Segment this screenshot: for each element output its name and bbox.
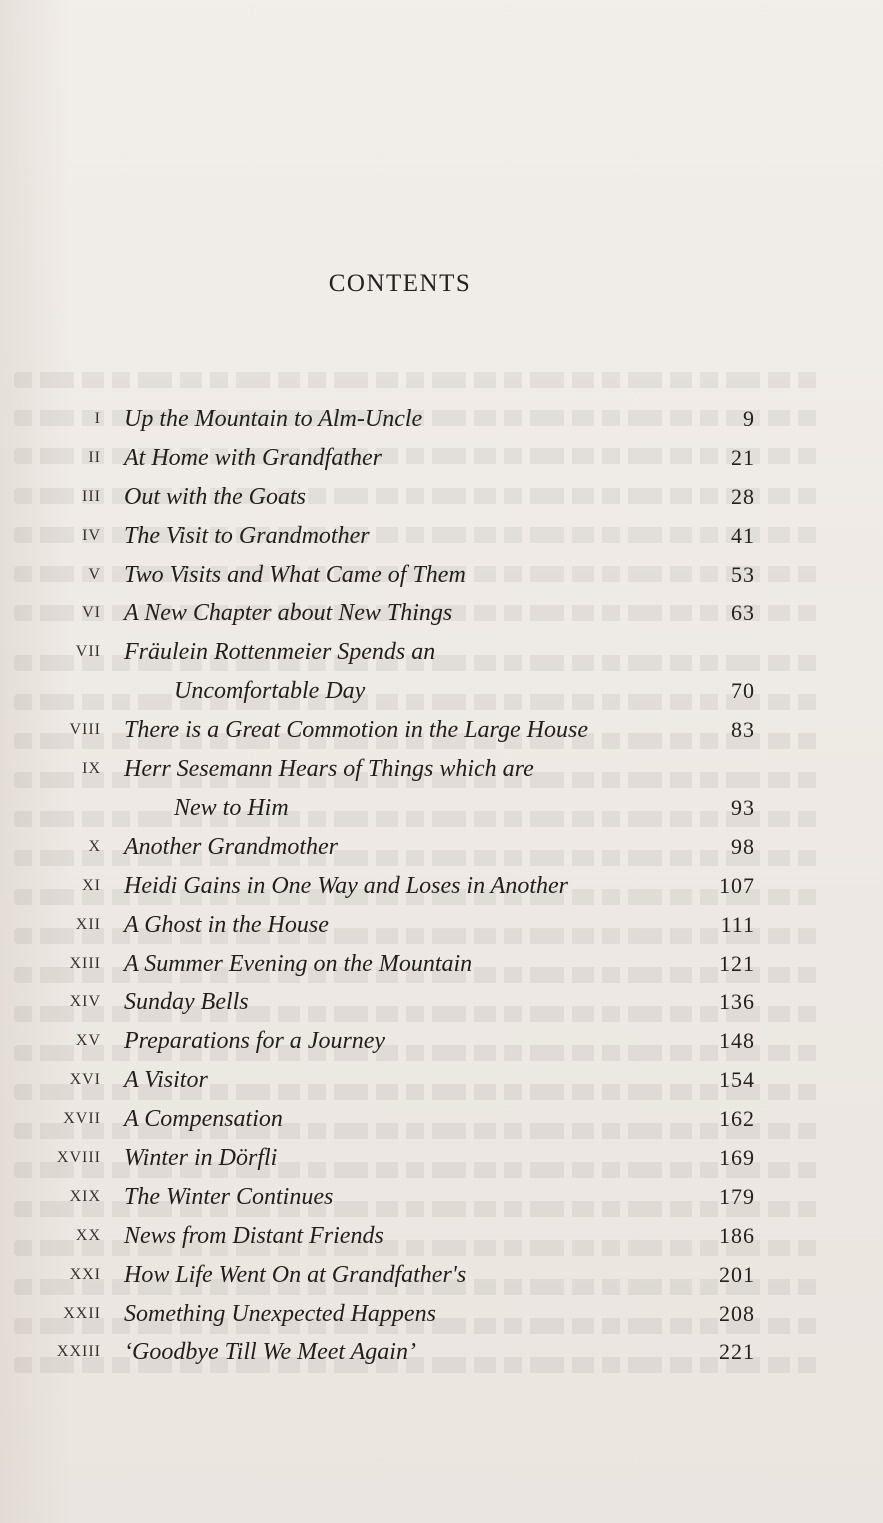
chapter-page-number: 111	[720, 911, 755, 937]
chapter-numeral: XIII	[69, 954, 101, 972]
chapter-title-line: Another Grandmother	[124, 833, 338, 860]
toc-entry	[0, 478, 883, 517]
chapter-numeral: XVIII	[56, 1148, 101, 1166]
chapter-title	[124, 556, 466, 595]
chapter-page-number: 169	[719, 1144, 755, 1170]
chapter-title-line: A Summer Evening on the Mountain	[124, 950, 473, 977]
chapter-title-line: A Ghost in the House	[124, 911, 329, 938]
chapter-page-number: 208	[719, 1300, 755, 1326]
toc-entry	[0, 556, 883, 595]
chapter-title-line: A Compensation	[124, 1106, 283, 1133]
chapter-title	[124, 1022, 385, 1061]
toc-entry	[0, 1022, 883, 1061]
chapter-title	[124, 1100, 283, 1139]
chapter-numeral: II	[88, 448, 101, 466]
chapter-numeral: VIII	[69, 721, 101, 739]
chapter-title	[124, 945, 472, 984]
chapter-numeral: X	[88, 837, 101, 855]
chapter-page-number: 221	[719, 1339, 755, 1365]
chapter-title-line: ‘Goodbye Till We Meet Again’	[124, 1339, 416, 1366]
chapter-title-line: The Winter Continues	[124, 1183, 334, 1210]
chapter-title-line: A Visitor	[124, 1067, 208, 1094]
chapter-title-line: How Life Went On at Grandfather's	[124, 1261, 467, 1288]
chapter-title	[124, 867, 568, 906]
toc-entry	[0, 1333, 883, 1372]
chapter-numeral: XXIII	[56, 1343, 101, 1361]
toc-entry	[0, 633, 883, 711]
chapter-numeral: XX	[75, 1226, 101, 1244]
chapter-page-number: 162	[719, 1106, 755, 1132]
chapter-title-line: At Home with Grandfather	[124, 444, 382, 471]
chapter-title	[124, 517, 370, 556]
chapter-page-number: 186	[719, 1222, 755, 1248]
chapter-page-number: 9	[743, 406, 755, 431]
chapter-title-line: Two Visits and What Came of Them	[124, 561, 466, 588]
toc-entry	[0, 1061, 883, 1100]
toc-entry	[0, 400, 883, 439]
chapter-page-number: 148	[719, 1028, 755, 1054]
toc-entry	[0, 750, 883, 828]
chapter-title	[124, 1139, 277, 1178]
chapter-title	[124, 478, 306, 517]
chapter-title	[124, 1061, 208, 1100]
chapter-numeral: XVII	[63, 1110, 101, 1128]
chapter-title	[124, 750, 534, 828]
chapter-title-line: Preparations for a Journey	[124, 1028, 386, 1055]
chapter-title	[124, 983, 249, 1022]
chapter-numeral: VII	[75, 643, 101, 661]
chapter-title	[124, 828, 338, 867]
chapter-page-number: 63	[731, 600, 755, 626]
chapter-page-number: 28	[731, 483, 755, 509]
chapter-title-line: Heidi Gains in One Way and Loses in Another	[124, 872, 568, 899]
chapter-title-line: Up the Mountain to Alm-Uncle	[124, 406, 423, 432]
chapter-title-continuation: Uncomfortable Day	[174, 678, 366, 705]
chapter-title	[124, 400, 422, 439]
chapter-title	[124, 594, 452, 633]
chapter-title	[124, 1178, 333, 1217]
chapter-numeral: XXI	[69, 1265, 101, 1283]
toc-entry	[0, 828, 883, 867]
chapter-page-number: 93	[731, 794, 755, 820]
toc-entry	[0, 1139, 883, 1178]
chapter-numeral: I	[94, 410, 101, 427]
chapter-numeral: V	[88, 565, 101, 583]
chapter-numeral: IX	[82, 760, 101, 778]
chapter-numeral: XVI	[69, 1071, 101, 1089]
chapter-title	[124, 1256, 466, 1295]
chapter-page-number: 21	[731, 444, 755, 470]
toc-entry	[0, 983, 883, 1022]
chapter-title	[124, 711, 588, 750]
chapter-title	[124, 1333, 416, 1372]
chapter-page-number: 136	[719, 989, 755, 1015]
chapter-title-line: Winter in Dörfli	[124, 1144, 278, 1171]
toc-entry	[0, 439, 883, 478]
toc-entry	[0, 517, 883, 556]
chapter-page-number: 107	[719, 872, 755, 898]
toc-entry	[0, 1100, 883, 1139]
toc-entry	[0, 945, 883, 984]
chapter-numeral: XII	[75, 915, 101, 933]
toc-entry	[0, 1178, 883, 1217]
chapter-title-line: Herr Sesemann Hears of Things which are	[124, 756, 534, 783]
chapter-title-line: Out with the Goats	[124, 483, 307, 510]
chapter-title-line: News from Distant Friends	[124, 1222, 384, 1249]
chapter-page-number: 53	[731, 561, 755, 587]
toc-entry	[0, 594, 883, 633]
chapter-title	[124, 906, 329, 945]
chapter-numeral: III	[82, 487, 101, 505]
toc-entry	[0, 1256, 883, 1295]
chapter-title-line: The Visit to Grandmother	[124, 522, 370, 549]
chapter-numeral: XXII	[63, 1304, 101, 1322]
toc-entry	[0, 1295, 883, 1334]
chapter-title-line: There is a Great Commotion in the Large House	[124, 717, 588, 744]
chapter-numeral: XIV	[69, 993, 101, 1011]
chapter-page-number: 154	[719, 1067, 755, 1093]
chapter-numeral: XIX	[69, 1187, 101, 1205]
chapter-numeral: XI	[82, 876, 101, 894]
chapter-title	[124, 1217, 384, 1256]
chapter-page-number: 70	[731, 678, 755, 704]
chapter-title-line: A New Chapter about New Things	[124, 600, 453, 627]
chapter-page-number: 83	[731, 717, 755, 743]
chapter-page-number: 121	[719, 950, 755, 976]
toc-entry	[0, 867, 883, 906]
toc-entry	[0, 711, 883, 750]
chapter-page-number: 179	[719, 1183, 755, 1209]
toc-entry	[0, 906, 883, 945]
chapter-numeral: XV	[75, 1032, 101, 1050]
chapter-title-line: Something Unexpected Happens	[124, 1300, 436, 1327]
chapter-numeral: IV	[82, 526, 101, 544]
chapter-title	[124, 633, 435, 711]
chapter-page-number: 98	[731, 833, 755, 859]
table-of-contents	[0, 400, 883, 1372]
contents-heading: CONTENTS	[328, 270, 472, 297]
toc-entry	[0, 1217, 883, 1256]
chapter-numeral: VI	[82, 604, 101, 622]
chapter-title	[124, 1295, 436, 1334]
chapter-title-line: Sunday Bells	[124, 989, 249, 1016]
chapter-page-number: 41	[731, 522, 755, 548]
chapter-title	[124, 439, 382, 478]
chapter-title-line: Fräulein Rottenmeier Spends an	[124, 639, 436, 666]
chapter-title-continuation: New to Him	[174, 794, 289, 821]
chapter-page-number: 201	[719, 1261, 755, 1287]
